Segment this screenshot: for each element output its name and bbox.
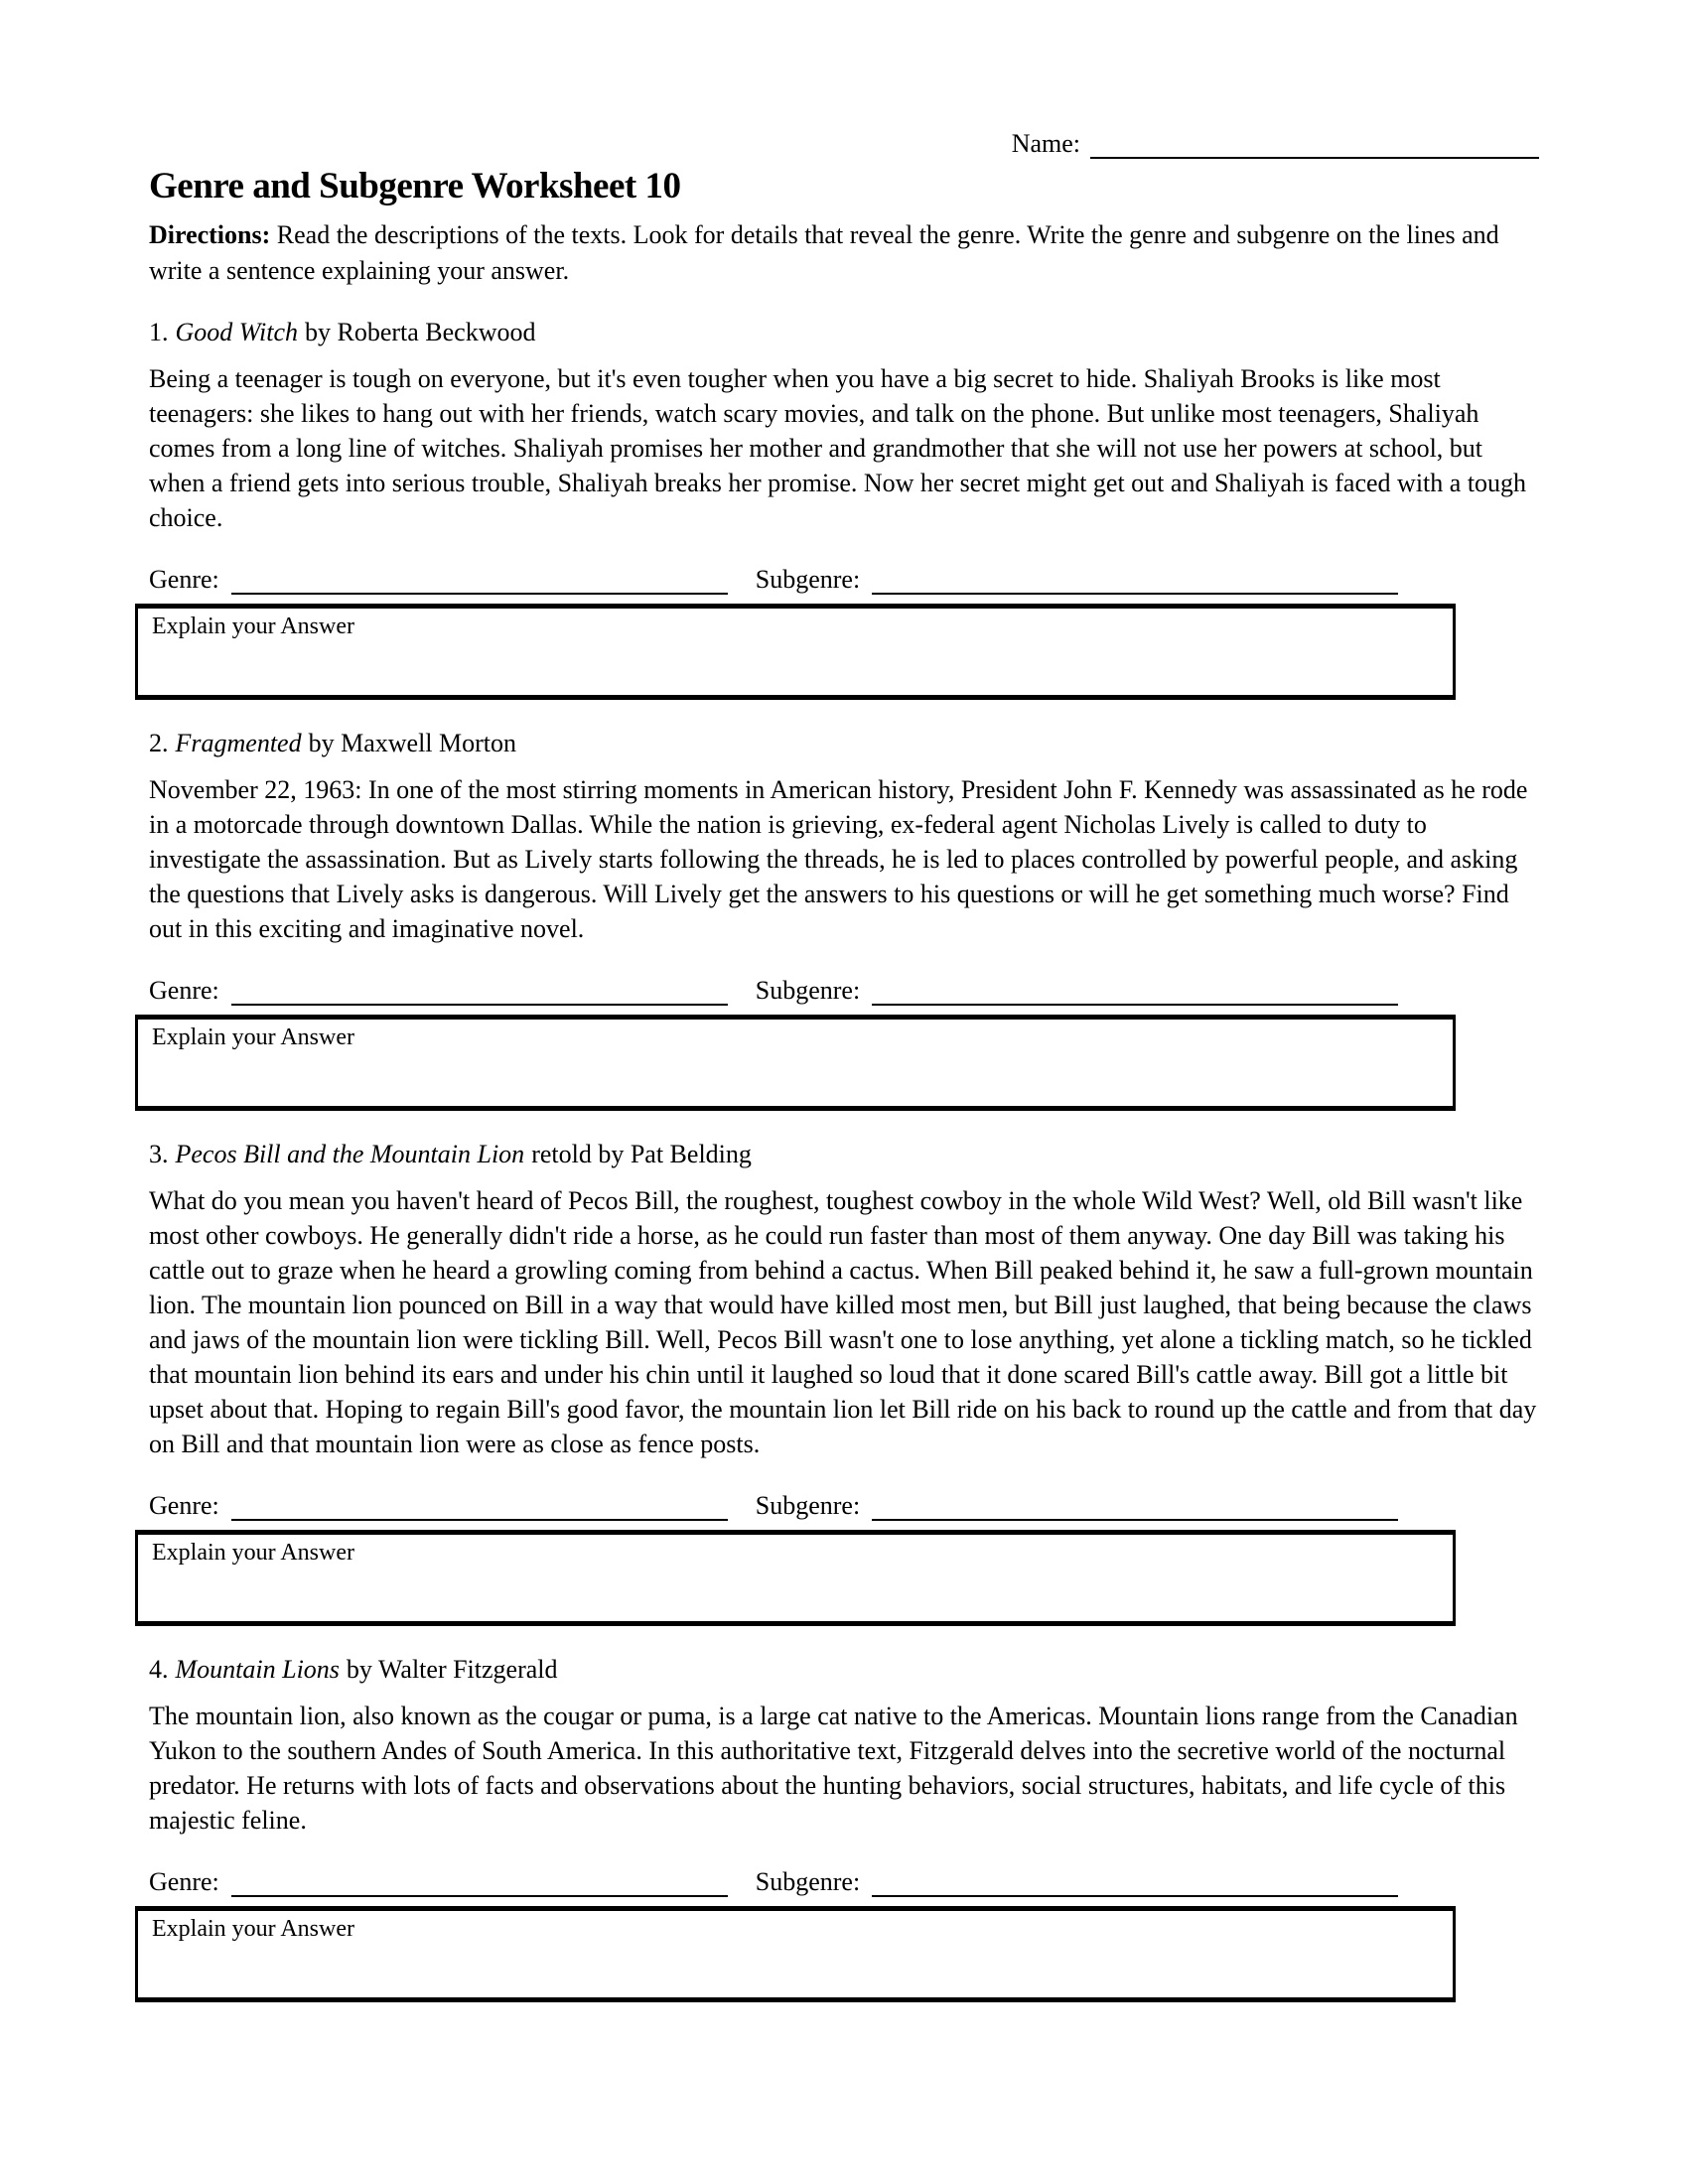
genre-label: Genre:	[149, 976, 219, 1005]
item-1-heading	[149, 317, 1539, 348]
explain-answer-box[interactable]	[135, 1530, 1456, 1626]
page-title: Genre and Subgenre Worksheet 10	[149, 166, 681, 206]
item-4-heading	[149, 1654, 1539, 1686]
subgenre-label: Subgenre:	[755, 565, 861, 594]
genre-blank-line[interactable]	[231, 974, 728, 1006]
item-3-number: 3.	[149, 1140, 169, 1168]
explain-answer-label: Explain your Answer	[152, 1916, 354, 1942]
name-label: Name:	[1011, 129, 1080, 158]
item-3-passage: What do you mean you haven't heard of Pecos Bill, the roughest, toughest cowboy in the whole Wild West? Well, old Bill wasn't like most other cowboys. He generally didn't ride a horse, as he could run faster than most of them anyway. One day Bill was taking his cattle out to graze when he heard a growling coming from behind a cactus. When Bill peaked behind it, he saw a full-grown mountain lion. The mountain lion pounced on Bill in a way that would have killed most men, but Bill just laughed, that being because the claws and jaws of the mountain lion were tickling Bill. Well, Pecos Bill wasn't one to lose anything, yet alone a tickling match, so he tickled that mountain lion behind its ears and under his chin until it laughed so loud that it done scared Bill's cattle away. Bill got a little bit upset about that. Hoping to regain Bill's good favor, the mountain lion let Bill ride on his back to round up the cattle and from that day on Bill and that mountain lion were as close as fence posts.	[149, 1186, 1537, 1458]
worksheet-item-1	[149, 317, 1539, 700]
item-3-genre-row	[149, 1485, 1539, 1521]
worksheet-item-2	[149, 728, 1539, 1111]
item-1-number: 1.	[149, 318, 169, 346]
name-blank-line[interactable]	[1090, 129, 1539, 159]
item-4-title: Mountain Lions	[175, 1655, 340, 1684]
item-3-byline: retold by Pat Belding	[531, 1140, 752, 1168]
explain-answer-box[interactable]	[135, 1015, 1456, 1111]
item-4-passage: The mountain lion, also known as the cougar or puma, is a large cat native to the Americas. Mountain lions range from the Canadian Yukon to the southern Andes of South America. In this authoritative text, Fitzgerald delves into the secretive world of the nocturnal predator. He returns with lots of facts and observations about the hunting behaviors, social structures, habitats, and life cycle of this majestic feline.	[149, 1702, 1518, 1835]
directions	[149, 217, 1539, 289]
explain-answer-label: Explain your Answer	[152, 1024, 354, 1050]
name-row	[149, 125, 1539, 159]
item-1-byline: by Roberta Beckwood	[305, 318, 536, 346]
item-2-passage: November 22, 1963: In one of the most stirring moments in American history, President John F. Kennedy was assassinated as he rode in a motorcade through downtown Dallas. While the nation is grieving, ex-federal agent Nicholas Lively is called to duty to investigate the assassination. But as Lively starts following the threads, he is led to places controlled by powerful people, and asking the questions that Lively asks is dangerous. Will Lively get the answers to his questions or will he get something much worse? Find out in this exciting and imaginative novel.	[149, 775, 1528, 943]
genre-blank-line[interactable]	[231, 1489, 728, 1521]
worksheet-item-4	[149, 1654, 1539, 2002]
subgenre-blank-line[interactable]	[872, 563, 1398, 595]
directions-text: Read the descriptions of the texts. Look for details that reveal the genre. Write the genre and subgenre on the lines and write a sentence explaining your answer.	[149, 220, 1499, 285]
item-4-genre-row	[149, 1861, 1539, 1897]
explain-answer-box[interactable]	[135, 604, 1456, 700]
genre-label: Genre:	[149, 565, 219, 594]
item-2-byline: by Maxwell Morton	[308, 729, 517, 757]
worksheet-item-3	[149, 1139, 1539, 1626]
genre-blank-line[interactable]	[231, 563, 728, 595]
explain-answer-box[interactable]	[135, 1906, 1456, 2002]
item-3-heading	[149, 1139, 1539, 1170]
genre-label: Genre:	[149, 1491, 219, 1520]
explain-answer-label: Explain your Answer	[152, 614, 354, 639]
subgenre-blank-line[interactable]	[872, 1489, 1398, 1521]
subgenre-label: Subgenre:	[755, 1491, 861, 1520]
item-3-title: Pecos Bill and the Mountain Lion	[175, 1140, 525, 1168]
subgenre-blank-line[interactable]	[872, 1865, 1398, 1897]
explain-answer-label: Explain your Answer	[152, 1540, 354, 1566]
genre-blank-line[interactable]	[231, 1865, 728, 1897]
directions-label: Directions:	[149, 220, 271, 249]
subgenre-label: Subgenre:	[755, 976, 861, 1005]
item-1-genre-row	[149, 559, 1539, 595]
item-1-passage: Being a teenager is tough on everyone, but it's even tougher when you have a big secret to hide. Shaliyah Brooks is like most teenagers: she likes to hang out with her friends, watch scary movies, and talk on the phone. But unlike most teenagers, Shaliyah comes from a long line of witches. Shaliyah promises her mother and grandmother that she will not use her powers at school, but when a friend gets into serious trouble, Shaliyah breaks her promise. Now her secret might get out and Shaliyah is faced with a tough choice.	[149, 364, 1527, 532]
item-2-genre-row	[149, 970, 1539, 1006]
item-2-title: Fragmented	[175, 729, 302, 757]
item-4-number: 4.	[149, 1655, 169, 1684]
item-1-title: Good Witch	[175, 318, 298, 346]
subgenre-blank-line[interactable]	[872, 974, 1398, 1006]
subgenre-label: Subgenre:	[755, 1867, 861, 1896]
item-2-heading	[149, 728, 1539, 759]
genre-label: Genre:	[149, 1867, 219, 1896]
item-2-number: 2.	[149, 729, 169, 757]
item-4-byline: by Walter Fitzgerald	[346, 1655, 558, 1684]
